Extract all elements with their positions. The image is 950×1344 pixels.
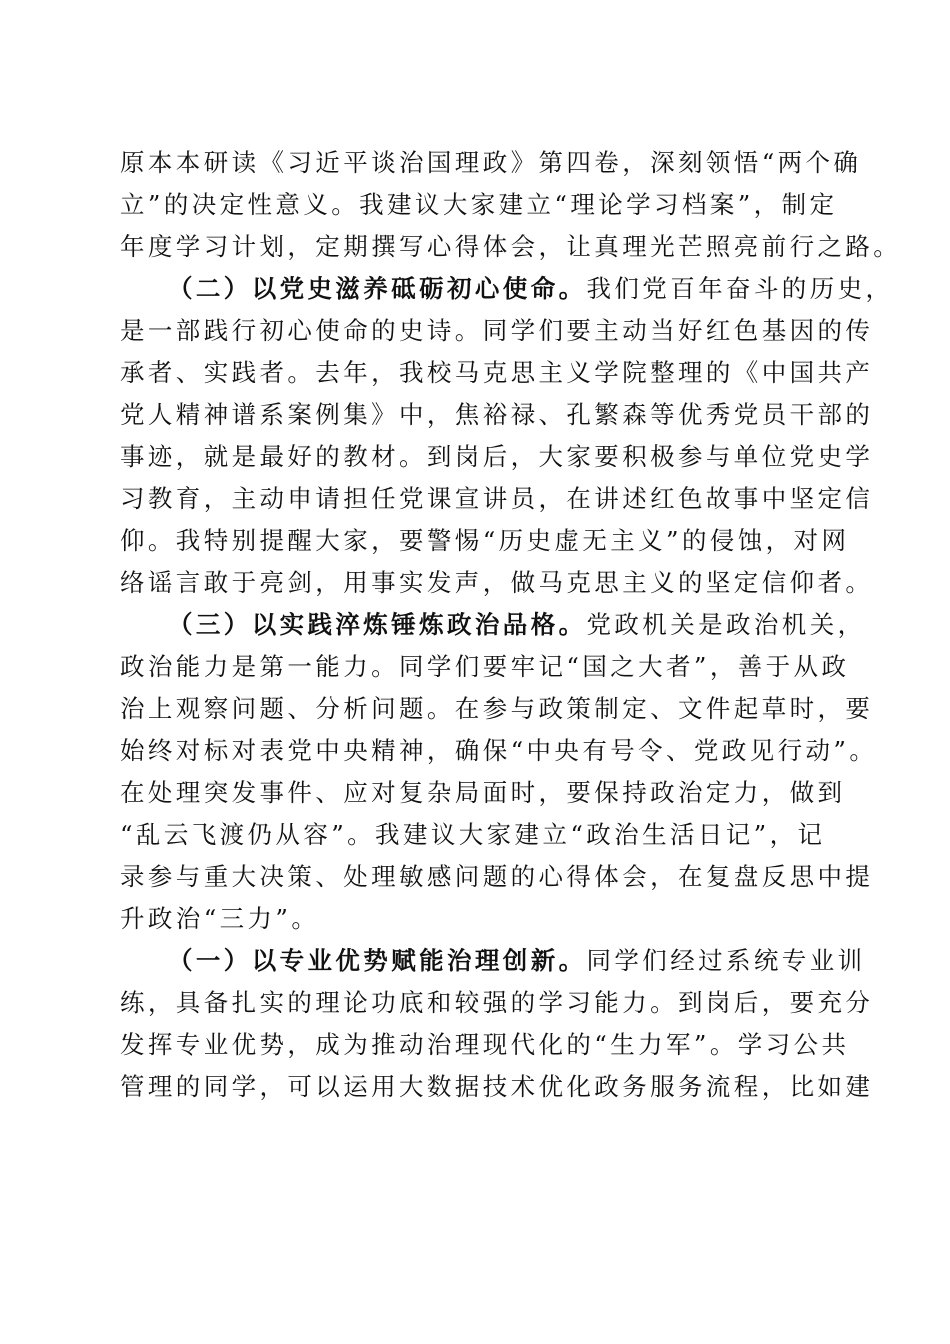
text-line — [120, 688, 874, 730]
line-text: 事迹，就是最好的教材。到岗后，大家要积极参与单位党史学 — [120, 442, 874, 471]
text-line — [120, 856, 874, 898]
text-line — [120, 646, 850, 688]
line-text: 升政治“三力”。 — [120, 904, 320, 933]
text-line — [120, 520, 850, 562]
text-line — [120, 478, 874, 520]
text-line — [120, 814, 840, 856]
line-text: 始终对标对表党中央精神，确保“中央有号令、党政见行动”。 — [120, 736, 878, 765]
line-text: 党人精神谱系案例集》中，焦裕禄、孔繁森等优秀党员干部的 — [120, 400, 874, 429]
line-text: 政治能力是第一能力。同学们要牢记“国之大者”，善于从政 — [120, 652, 850, 681]
text-line — [120, 1024, 850, 1066]
text-line — [120, 436, 874, 478]
line-text: 仰。我特别提醒大家，要警惕“历史虚无主义”的侵蚀，对网 — [120, 526, 850, 555]
line-text: 年度学习计划，定期撰写心得体会，让真理光芒照亮前行之路。 — [120, 232, 902, 261]
text-line — [120, 982, 874, 1024]
line-text: 录参与重大决策、处理敏感问题的心得体会，在复盘反思中提 — [120, 862, 874, 891]
section-heading-line — [120, 268, 894, 310]
line-text: 在处理突发事件、应对复杂局面时，要保持政治定力，做到 — [120, 778, 846, 807]
text-line — [120, 394, 874, 436]
line-text: 承者、实践者。去年，我校马克思主义学院整理的《中国共产 — [120, 358, 874, 387]
line-text: 管理的同学，可以运用大数据技术优化政务服务流程，比如建 — [120, 1072, 874, 1101]
section-heading: （一）以专业优势赋能治理创新。 — [168, 946, 587, 975]
line-text: 党政机关是政治机关， — [586, 610, 866, 639]
line-text: 原本本研读《习近平谈治国理政》第四卷，深刻领悟“两个确 — [120, 148, 862, 177]
section-heading-line — [120, 940, 866, 982]
body-text — [120, 142, 902, 1108]
text-line — [120, 226, 902, 268]
line-text: 发挥专业优势，成为推动治理现代化的“生力军”。学习公共 — [120, 1030, 850, 1059]
text-line — [120, 898, 840, 940]
text-line — [120, 142, 862, 184]
line-text: 立”的决定性意义。我建议大家建立“理论学习档案”，制定 — [120, 190, 838, 219]
text-line — [120, 310, 874, 352]
line-text: 习教育，主动申请担任党课宣讲员，在讲述红色故事中坚定信 — [120, 484, 874, 513]
text-line — [120, 772, 846, 814]
section-heading: （三）以实践淬炼锤炼政治品格。 — [168, 610, 587, 639]
text-line — [120, 562, 874, 604]
section-heading: （二）以党史滋养砥砺初心使命。 — [168, 274, 587, 303]
line-text: “乱云飞渡仍从容”。我建议大家建立“政治生活日记”，记 — [120, 820, 826, 849]
text-line — [120, 730, 878, 772]
line-text: 治上观察问题、分析问题。在参与政策制定、文件起草时，要 — [120, 694, 874, 723]
text-line — [120, 1066, 874, 1108]
line-text: 练，具备扎实的理论功底和较强的学习能力。到岗后，要充分 — [120, 988, 874, 1017]
text-line — [120, 184, 840, 226]
line-text: 我们党百年奋斗的历史， — [586, 274, 894, 303]
line-text: 同学们经过系统专业训 — [586, 946, 866, 975]
section-heading-line — [120, 604, 866, 646]
line-text: 是一部践行初心使命的史诗。同学们要主动当好红色基因的传 — [120, 316, 874, 345]
text-line — [120, 352, 874, 394]
line-text: 络谣言敢于亮剑，用事实发声，做马克思主义的坚定信仰者。 — [120, 568, 874, 597]
